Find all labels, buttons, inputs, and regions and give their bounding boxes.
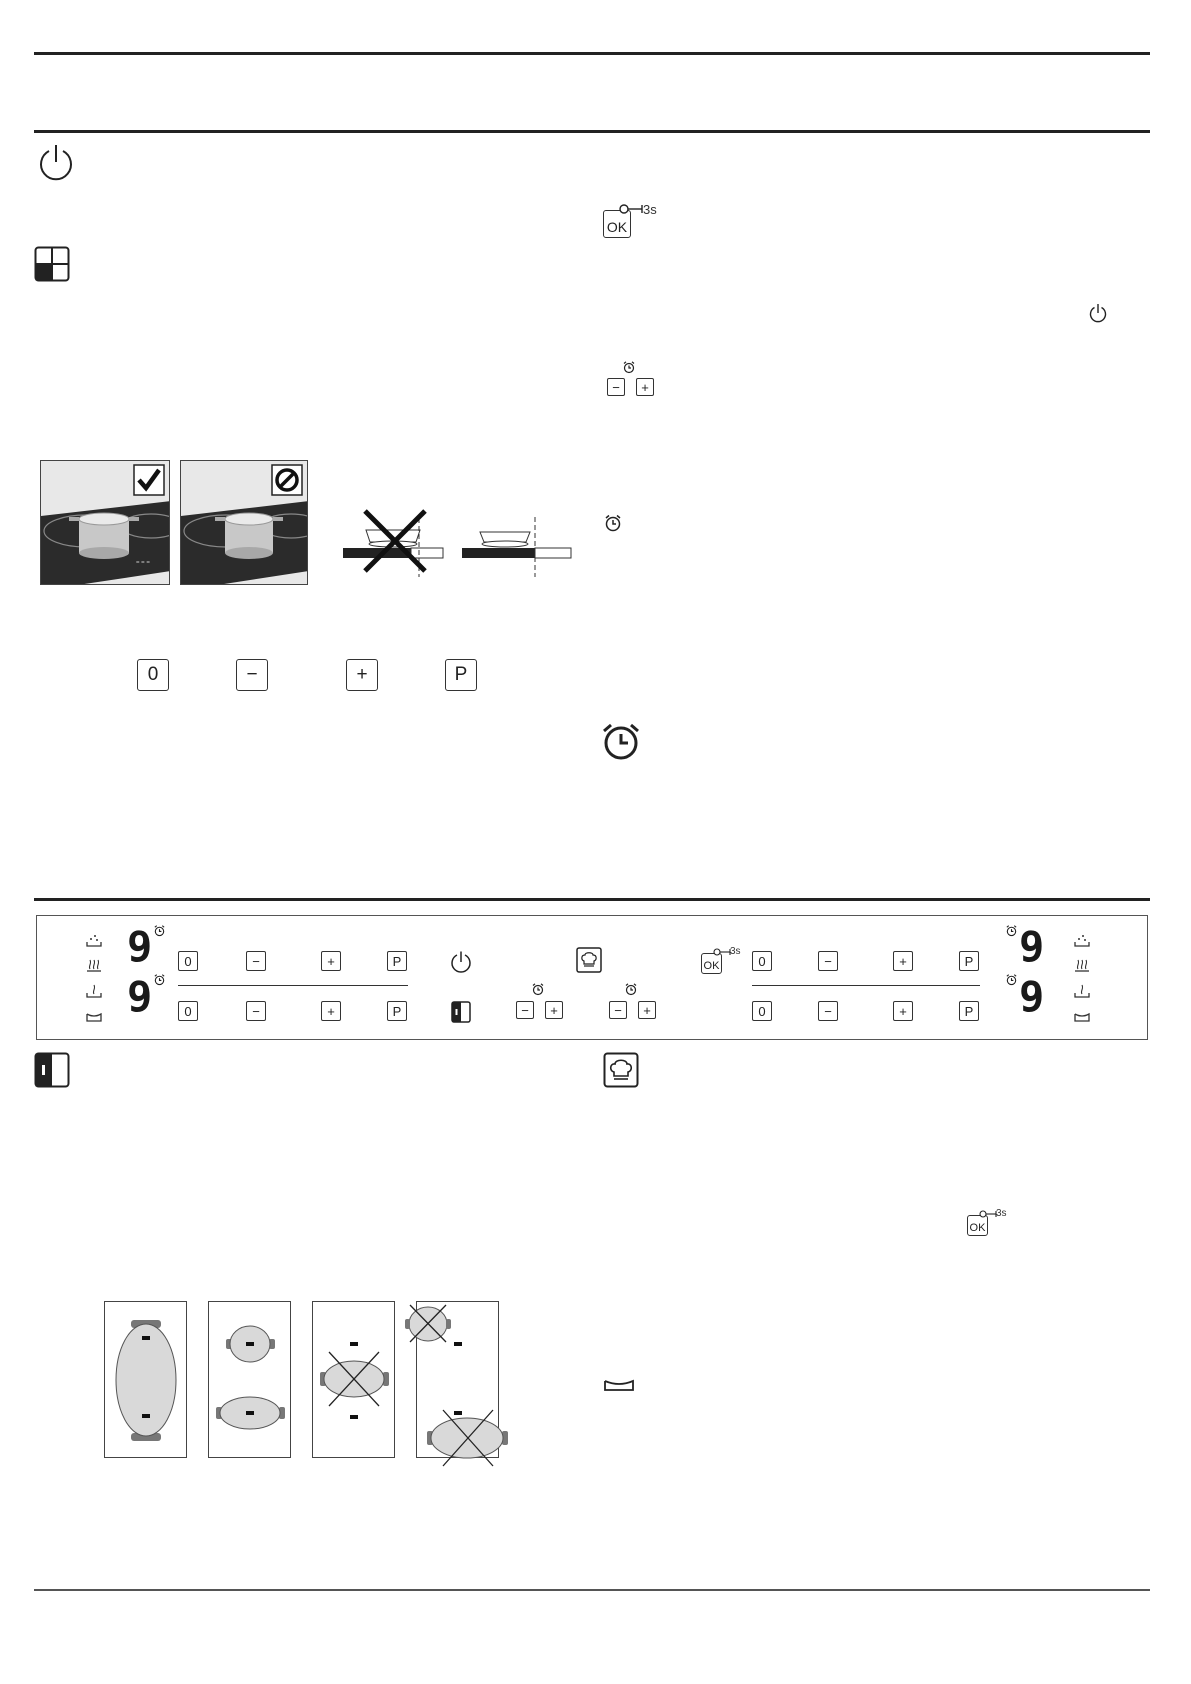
prohibited-icon <box>271 464 303 496</box>
right-bottom-zero-key[interactable]: 0 <box>752 1001 772 1021</box>
panel-ok-hold-time: 3s <box>730 946 741 957</box>
left-top-minus-key[interactable]: − <box>246 951 266 971</box>
bridge-zone-two-pans <box>208 1301 291 1458</box>
pan-position-diagram <box>340 505 575 585</box>
keep-warm-small-icon <box>85 1010 103 1024</box>
panel-bridge-icon[interactable] <box>451 1001 471 1023</box>
panel-chef-icon[interactable] <box>576 947 602 973</box>
right-bottom-timer-icon <box>1005 973 1018 986</box>
centre-left-timer-icon <box>531 982 545 996</box>
bridge-zone-wrong-offset <box>416 1301 499 1458</box>
top-rule <box>34 52 1150 55</box>
ok-key[interactable]: OK <box>603 210 631 238</box>
left-top-timer-icon <box>153 924 166 937</box>
left-bottom-zero-key[interactable]: 0 <box>178 1001 198 1021</box>
ok-hold-time: 3s <box>643 202 657 217</box>
centre-right-timer-minus[interactable]: − <box>609 1001 627 1019</box>
bridge-icon <box>34 1052 70 1088</box>
steam-icon <box>85 958 103 974</box>
left-divider <box>178 985 408 986</box>
panel-ok-key[interactable]: OK <box>701 953 722 974</box>
left-bottom-display: 9 <box>127 972 153 1021</box>
left-bottom-minus-key[interactable]: − <box>246 1001 266 1021</box>
centre-left-timer-minus[interactable]: − <box>516 1001 534 1019</box>
right-top-minus-key[interactable]: − <box>818 951 838 971</box>
plus-key[interactable]: + <box>346 659 378 691</box>
right-keep-warm-icon <box>1073 1010 1091 1024</box>
right-top-timer-icon <box>1005 924 1018 937</box>
lower-ok-hold-time: 3s <box>996 1208 1007 1219</box>
zone-selector-icon <box>34 246 70 282</box>
left-top-p-key[interactable]: P <box>387 951 407 971</box>
bridge-zone-wrong-centre <box>312 1301 395 1458</box>
section-rule-2 <box>34 898 1150 901</box>
left-bottom-plus-key[interactable]: + <box>321 1001 341 1021</box>
right-simmer-icon <box>1073 983 1091 999</box>
left-bottom-p-key[interactable]: P <box>387 1001 407 1021</box>
check-icon <box>133 464 165 496</box>
boil-icon <box>85 932 103 948</box>
right-top-plus-key[interactable]: + <box>893 951 913 971</box>
right-top-display: 9 <box>1019 922 1045 971</box>
right-divider <box>752 985 980 986</box>
centre-left-timer-plus[interactable]: + <box>545 1001 563 1019</box>
right-bottom-p-key[interactable]: P <box>959 1001 979 1021</box>
lower-ok-key[interactable]: OK <box>967 1215 988 1236</box>
right-boil-icon <box>1073 932 1091 948</box>
keep-warm-icon <box>603 1376 635 1394</box>
bridge-zone-oval-pan <box>104 1301 187 1458</box>
power-level-key[interactable]: P <box>445 659 477 691</box>
timer-icon <box>603 513 623 533</box>
panel-power-icon[interactable] <box>449 950 473 974</box>
right-top-zero-key[interactable]: 0 <box>752 951 772 971</box>
left-top-plus-key[interactable]: + <box>321 951 341 971</box>
svg-text:= = =: = = = <box>136 560 150 566</box>
control-panel <box>36 915 1148 1040</box>
timer-plus-key[interactable]: + <box>636 378 654 396</box>
zero-key[interactable]: 0 <box>137 659 169 691</box>
bottom-rule <box>34 1589 1150 1591</box>
right-bottom-plus-key[interactable]: + <box>893 1001 913 1021</box>
simmer-icon <box>85 983 103 999</box>
centre-right-timer-icon <box>624 982 638 996</box>
left-top-zero-key[interactable]: 0 <box>178 951 198 971</box>
power-small-icon <box>1088 303 1108 323</box>
minus-key[interactable]: − <box>236 659 268 691</box>
right-top-p-key[interactable]: P <box>959 951 979 971</box>
power-icon <box>36 142 76 182</box>
chef-hat-icon <box>603 1052 639 1088</box>
left-bottom-timer-icon <box>153 973 166 986</box>
centre-right-timer-plus[interactable]: + <box>638 1001 656 1019</box>
left-top-display: 9 <box>127 922 153 971</box>
right-bottom-minus-key[interactable]: − <box>818 1001 838 1021</box>
timer-minus-key[interactable]: − <box>607 378 625 396</box>
alarm-clock-icon <box>600 720 642 762</box>
section-rule-1 <box>34 130 1150 133</box>
small-alarm-icon <box>622 360 636 374</box>
right-steam-icon <box>1073 958 1091 974</box>
right-bottom-display: 9 <box>1019 972 1045 1021</box>
